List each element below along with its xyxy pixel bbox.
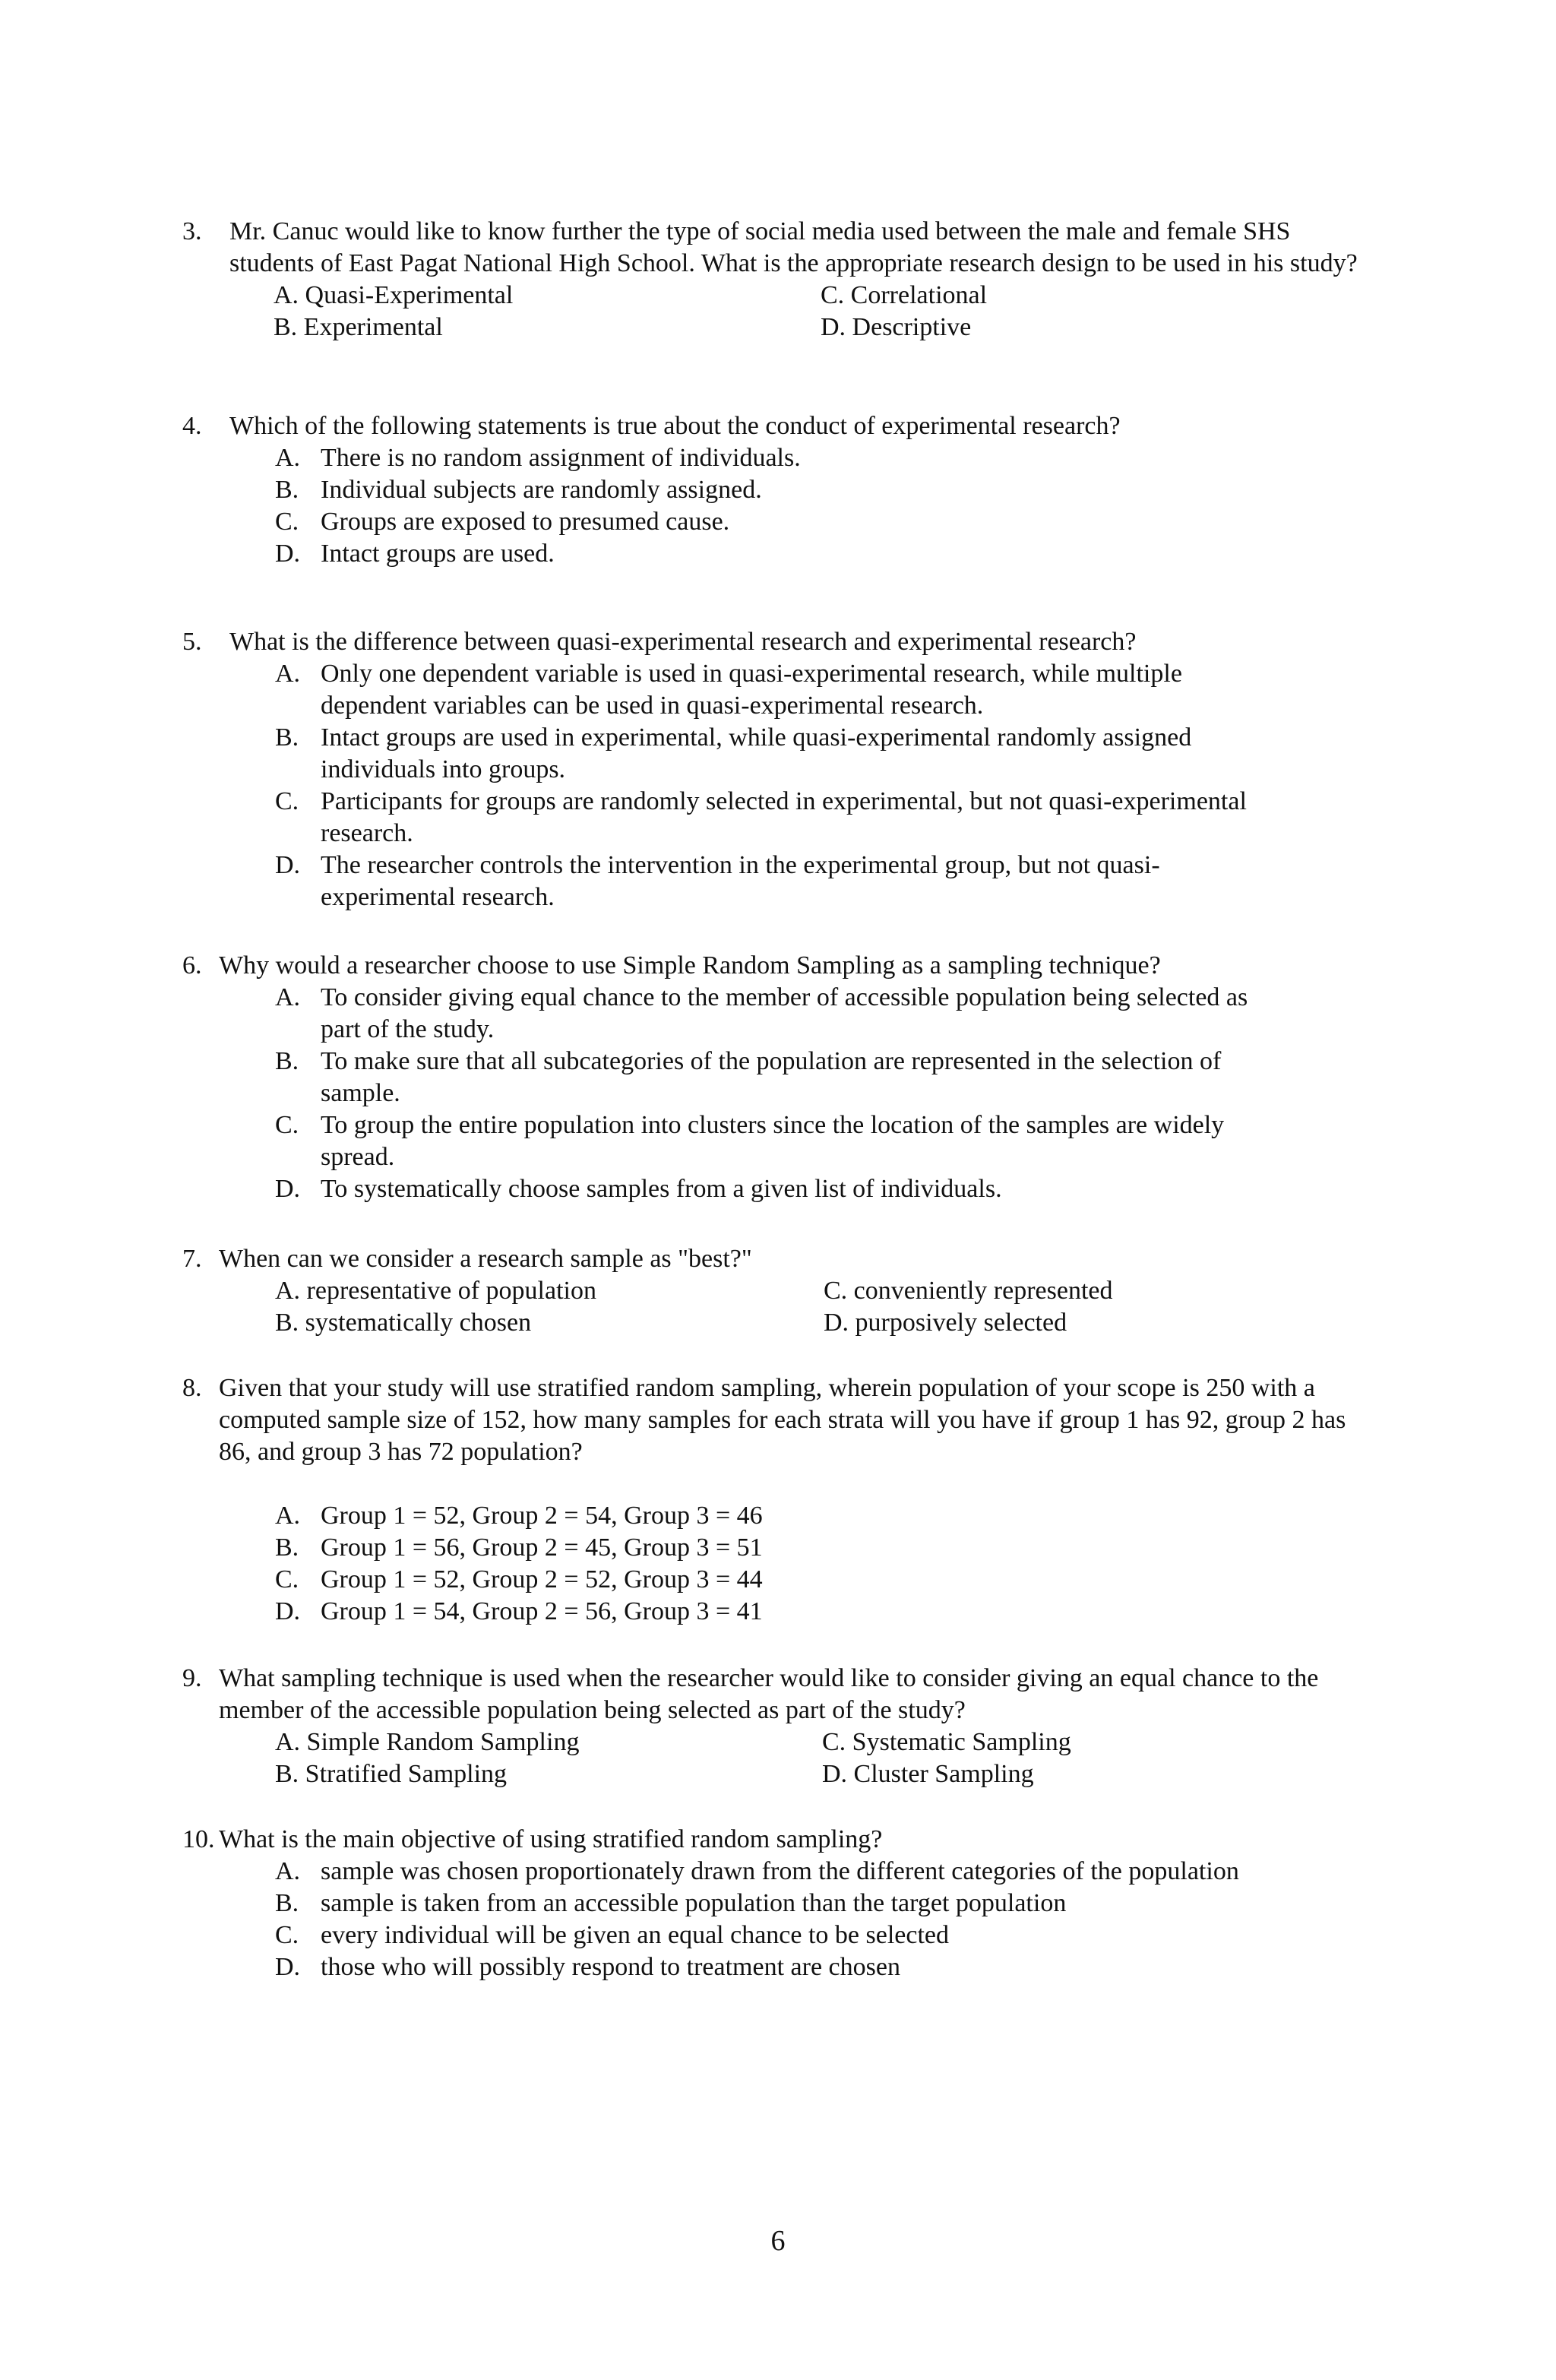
option-c[interactable]: [275, 1109, 1278, 1173]
option-letter: B.: [275, 1533, 299, 1562]
option-a[interactable]: A. Simple Random Sampling: [275, 1728, 580, 1756]
option-c[interactable]: [275, 1564, 1368, 1596]
question-number: 6.: [182, 951, 202, 980]
question-text: Which of the following statements is true about the conduct of experimental research?: [229, 412, 1121, 440]
question-number: 10.: [182, 1825, 215, 1853]
option-d[interactable]: [275, 538, 1368, 570]
question-number: 9.: [182, 1664, 202, 1692]
option-letter: D.: [275, 851, 301, 879]
option-letter: A.: [275, 444, 301, 472]
question-number: 8.: [182, 1374, 202, 1402]
option-a[interactable]: [275, 1856, 1368, 1888]
option-text: sample was chosen proportionately drawn from the different categories of the population: [321, 1857, 1239, 1885]
option-c[interactable]: C. Correlational: [821, 281, 988, 309]
option-text: The researcher controls the intervention in the experimental group, but not quasi-experimental research.: [321, 851, 1160, 911]
question-10: [182, 1824, 1368, 1983]
option-letter: D.: [275, 1175, 301, 1203]
question-text: Why would a researcher choose to use Simple Random Sampling as a sampling technique?: [219, 951, 1161, 980]
option-c[interactable]: [275, 786, 1278, 850]
option-letter: C.: [275, 1921, 299, 1949]
option-c[interactable]: C. Systematic Sampling: [822, 1728, 1071, 1756]
option-text: sample is taken from an accessible population than the target population: [321, 1889, 1067, 1917]
option-b[interactable]: B. systematically chosen: [275, 1309, 532, 1337]
option-a[interactable]: [275, 982, 1278, 1046]
question-number: 3.: [182, 217, 202, 245]
option-letter: D.: [275, 1953, 301, 1981]
question-text: Mr. Canuc would like to know further the type of social media used between the male and female SHS students of East Pagat National High School. What is the appropriate research design to be used in his study?: [229, 217, 1358, 277]
options-grid: [274, 280, 1368, 343]
option-text: Individual subjects are randomly assigned.: [321, 476, 762, 504]
option-text: Group 1 = 54, Group 2 = 56, Group 3 = 41: [321, 1597, 763, 1625]
question-number: 7.: [182, 1245, 202, 1273]
options-grid: [275, 1726, 1375, 1790]
option-text: Group 1 = 52, Group 2 = 54, Group 3 = 46: [321, 1502, 763, 1530]
option-letter: B.: [275, 1889, 299, 1917]
option-b[interactable]: B. Experimental: [274, 313, 443, 341]
page-number: 6: [770, 2225, 786, 2257]
option-letter: C.: [275, 508, 299, 536]
option-c[interactable]: [275, 506, 1368, 538]
question-text: When can we consider a research sample as "best?": [219, 1245, 752, 1273]
option-letter: C.: [275, 1565, 299, 1594]
option-text: Group 1 = 52, Group 2 = 52, Group 3 = 44: [321, 1565, 763, 1594]
option-d[interactable]: [275, 1173, 1278, 1205]
option-a[interactable]: [275, 442, 1368, 474]
option-c[interactable]: [275, 1920, 1368, 1951]
option-letter: A.: [275, 1857, 301, 1885]
question-4: [182, 410, 1368, 570]
option-text: To systematically choose samples from a given list of individuals.: [321, 1175, 1002, 1203]
option-b[interactable]: [275, 1888, 1368, 1920]
option-text: Only one dependent variable is used in quasi-experimental research, while multiple dependent variables can be used in quasi-experimental research.: [321, 660, 1182, 720]
option-a[interactable]: [275, 658, 1278, 722]
question-9: [182, 1663, 1375, 1790]
options-grid: [275, 1275, 1368, 1339]
option-text: There is no random assignment of individuals.: [321, 444, 801, 472]
option-b[interactable]: [275, 1532, 1368, 1564]
question-number: 4.: [182, 412, 202, 440]
option-a[interactable]: A. representative of population: [275, 1277, 596, 1305]
question-3: [182, 216, 1368, 343]
option-letter: A.: [275, 660, 301, 688]
option-text: To group the entire population into clusters since the location of the samples are widely spread.: [321, 1111, 1225, 1171]
option-b[interactable]: [275, 722, 1278, 786]
option-letter: A.: [275, 1502, 301, 1530]
option-letter: D.: [275, 540, 301, 568]
question-number: 5.: [182, 628, 202, 656]
option-text: To consider giving equal chance to the member of accessible population being selected as part of the study.: [321, 983, 1248, 1043]
option-letter: B.: [275, 723, 299, 752]
option-text: Group 1 = 56, Group 2 = 45, Group 3 = 51: [321, 1533, 763, 1562]
option-letter: A.: [275, 983, 301, 1011]
option-d[interactable]: D. Descriptive: [821, 313, 972, 341]
option-text: Groups are exposed to presumed cause.: [321, 508, 730, 536]
option-letter: B.: [275, 1047, 299, 1075]
option-b[interactable]: [275, 1046, 1278, 1109]
option-a[interactable]: A. Quasi-Experimental: [274, 281, 514, 309]
question-6: [182, 950, 1368, 1205]
option-d[interactable]: D. purposively selected: [824, 1309, 1067, 1337]
option-d[interactable]: [275, 1951, 1368, 1983]
question-text: What is the main objective of using stratified random sampling?: [219, 1825, 883, 1853]
question-5: [182, 626, 1368, 913]
question-7: [182, 1243, 1368, 1339]
option-b[interactable]: B. Stratified Sampling: [275, 1760, 508, 1788]
option-d[interactable]: D. Cluster Sampling: [822, 1760, 1034, 1788]
option-a[interactable]: [275, 1500, 1368, 1532]
option-text: Intact groups are used in experimental, while quasi-experimental randomly assigned individuals into groups.: [321, 723, 1192, 783]
option-text: those who will possibly respond to treatment are chosen: [321, 1953, 900, 1981]
question-text: What sampling technique is used when the researcher would like to consider giving an equal chance to the member of the accessible population being selected as part of the study?: [219, 1664, 1319, 1724]
question-text: What is the difference between quasi-experimental research and experimental research?: [229, 628, 1137, 656]
option-c[interactable]: C. conveniently represented: [824, 1277, 1113, 1305]
option-letter: C.: [275, 787, 299, 815]
option-letter: B.: [275, 476, 299, 504]
question-8: [182, 1372, 1368, 1628]
option-letter: C.: [275, 1111, 299, 1139]
option-letter: D.: [275, 1597, 301, 1625]
option-text: To make sure that all subcategories of the population are represented in the selection of sample.: [321, 1047, 1222, 1107]
option-d[interactable]: [275, 1596, 1368, 1628]
option-b[interactable]: [275, 474, 1368, 506]
option-text: Participants for groups are randomly selected in experimental, but not quasi-experimental research.: [321, 787, 1247, 847]
option-d[interactable]: [275, 850, 1278, 913]
question-text: Given that your study will use stratified random sampling, wherein population of your scope is 250 with a computed sample size of 152, how many samples for each strata will you have if group 1 has 92, group 2 has 86, and group 3 has 72 population?: [219, 1374, 1346, 1466]
option-text: every individual will be given an equal chance to be selected: [321, 1921, 950, 1949]
option-text: Intact groups are used.: [321, 540, 555, 568]
